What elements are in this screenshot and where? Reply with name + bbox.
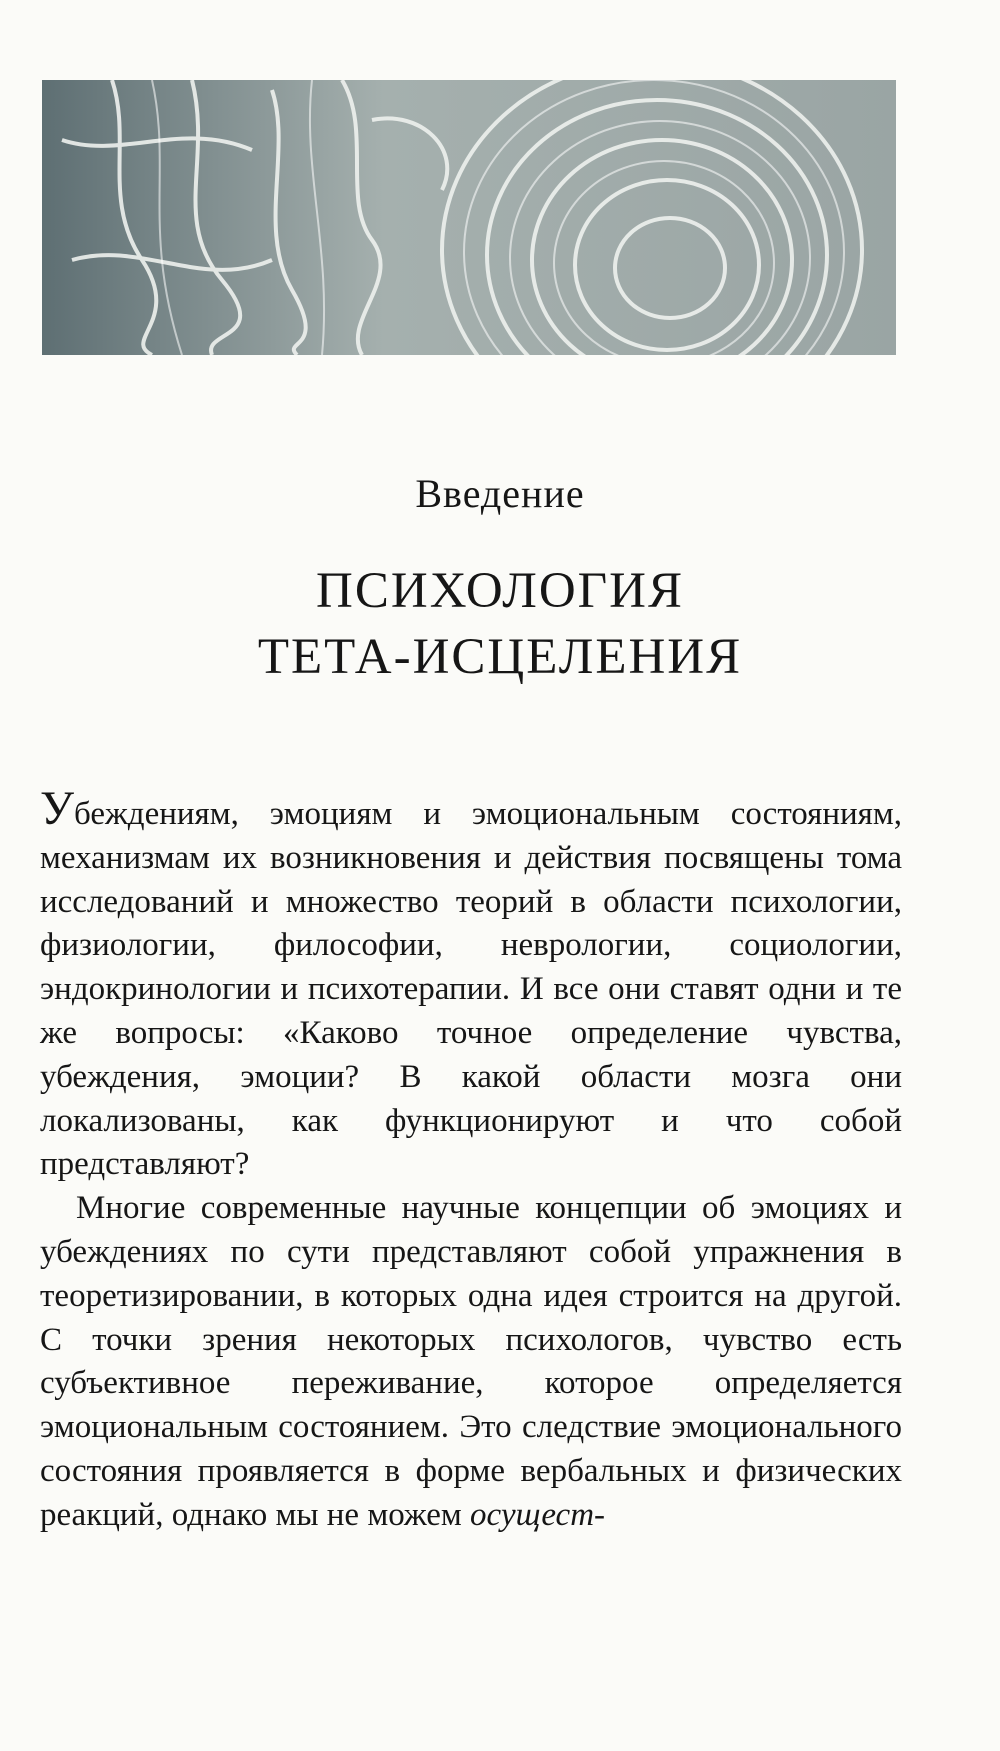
- paragraph-2-text: Многие современные научные концепции об эмоциях и убеждениях по сути представляют собой упражнения в теоретизировании, в которых одна идея строится на другой. С точки зрения некоторых психологов, чувство есть субъективное переживание, которое определяется эмоциональным состоянием. Это следствие эмоционального состояния проявляется в форме вербальных и физических реакций, однако мы не можем: [40, 1190, 902, 1533]
- ripple-pattern: [42, 80, 896, 355]
- paragraph-1: [40, 782, 902, 1187]
- paragraph-1-text: беждениям, эмоциям и эмоциональным состояниям, механизмам их возникновения и действия посвящены тома исследований и множество теорий в области психологии, физиологии, философии, неврологии, социологии, эндокринологии и психотерапии. И все они ставят одни и те же вопросы: «Каково точное определение чувства, убеждения, эмоции? В какой области мозга они локализованы, как функционируют и что собой представляют?: [40, 796, 902, 1183]
- body-text: [40, 782, 902, 1538]
- chapter-label: Введение: [415, 471, 585, 516]
- chapter-title-line-1: ПСИХОЛОГИЯ: [316, 563, 684, 619]
- decorative-banner-image: [42, 80, 896, 355]
- chapter-title: [0, 558, 1000, 690]
- chapter-title-line-2: ТЕТА-ИСЦЕЛЕНИЯ: [257, 629, 743, 685]
- initial-letter: У: [40, 782, 74, 835]
- paragraph-2-italic-tail: осущест-: [470, 1496, 606, 1533]
- paragraph-2: [40, 1187, 902, 1537]
